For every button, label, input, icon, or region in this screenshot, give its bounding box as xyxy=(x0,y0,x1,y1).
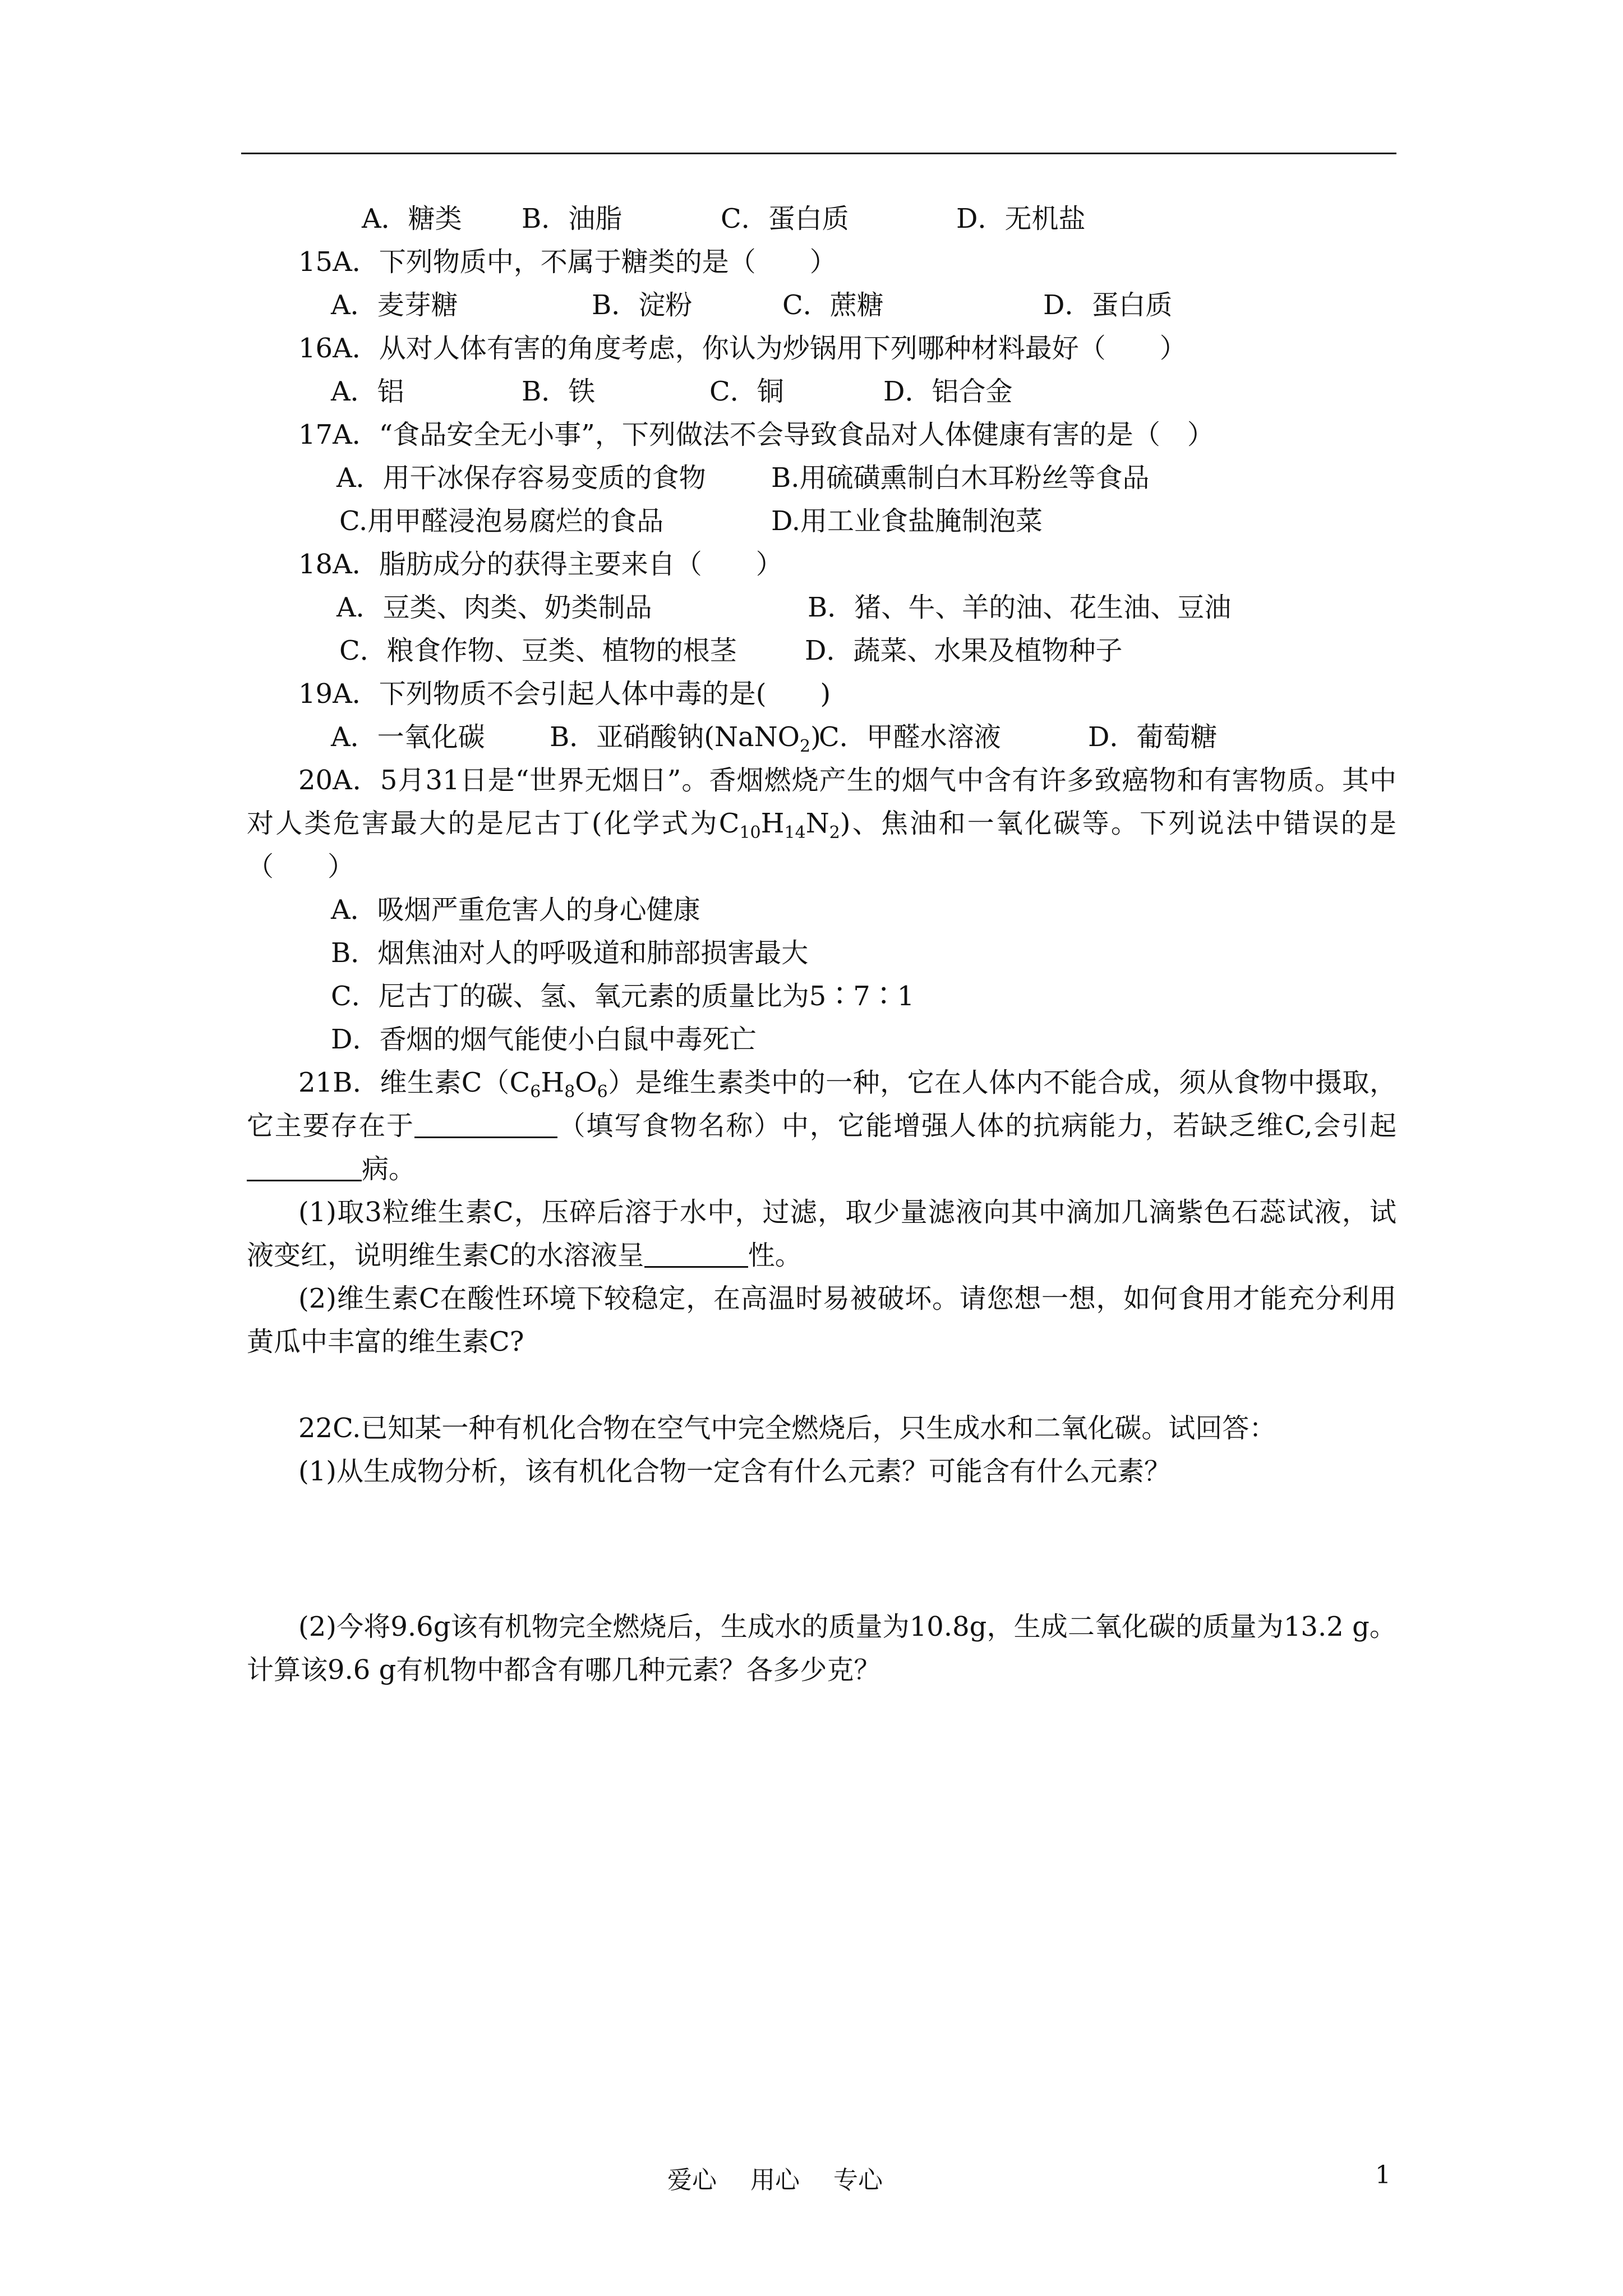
q17-stem: 17A．“食品安全无小事”，下列做法不会导致食品对人体健康有害的是（ ） xyxy=(298,419,1214,450)
q22-stem: 22C.已知某一种有机化合物在空气中完全燃烧后，只生成水和二氧化碳。试回答： xyxy=(298,1412,1276,1444)
q17-option-b: B.用硫磺熏制白木耳粉丝等食品 xyxy=(771,462,1150,494)
q21-nature-blank[interactable] xyxy=(644,1237,748,1268)
q14-option-a: A．糖类 xyxy=(362,203,462,234)
q21-stem: 21B．维生素$C(C_6H_8O_6)$是维生素类中的一种，它在人体内不能合成，须从食物中摄取，它主要存在于 （填写食物名称）中，它能增强人体的抗病能力，若缺乏维C,会引起病。 xyxy=(247,1067,1396,1185)
q20-stem: 20A．5月31日是“世界无烟日”。香烟燃烧产生的烟气中含有许多致癌物和有害物质。其中对人类危害最大的是尼古丁(化学式为$C_{10}H_{14}N_2$)、焦油和一氧化碳等。下列说法中错误的是（ ） xyxy=(247,765,1396,882)
q22-part1: (1)从生成物分析，该有机化合物一定含有什么元素？可能含有什么元素？ xyxy=(298,1456,1171,1487)
q21-part1: (1)取3粒维生素C，压碎后溶于水中，过滤，取少量滤液向其中滴加几滴紫色石蕊试液，试液变红，说明维生素C的水溶液呈 性。 xyxy=(247,1197,1396,1271)
q15-option-b: B．淀粉 xyxy=(592,289,693,321)
q19-option-d: D．葡萄糖 xyxy=(1088,721,1218,753)
q15-options xyxy=(247,284,1396,327)
q17-option-c: C.用甲醛浸泡易腐烂的食品 xyxy=(339,505,664,537)
q19-option-a: A．一氧化碳 xyxy=(331,721,485,753)
header-rule xyxy=(241,153,1396,154)
q18-option-d: D．蔬菜、水果及植物种子 xyxy=(805,635,1123,666)
q16-options xyxy=(247,370,1396,413)
q16-option-a: A．铝 xyxy=(331,376,404,407)
footer-item: 专心 xyxy=(833,2166,883,2194)
q22-part2: (2)今将9.6g该有机物完全燃烧后，生成水的质量为10.8g，生成二氧化碳的质量为13.2 g。计算该9.6 g有机物中都含有哪几种元素？各多少克？ xyxy=(247,1611,1396,1686)
q19-stem: 19A．下列物质不会引起人体中毒的是( ) xyxy=(298,678,831,710)
q21-disease-blank[interactable] xyxy=(247,1151,362,1181)
q18-options-ab xyxy=(247,586,1396,629)
q18-option-b: B．猪、牛、羊的油、花生油、豆油 xyxy=(808,592,1232,623)
q19-option-b: B．亚硝酸钠(NaNO$_2$) xyxy=(550,721,821,756)
q14-options xyxy=(247,197,1396,241)
page-number: 1 xyxy=(1375,2161,1391,2189)
q16-stem: 16A．从对人体有害的角度考虑，你认为炒锅用下列哪种材料最好（ ） xyxy=(298,333,1187,364)
q20-option-a: A．吸烟严重危害人的身心健康 xyxy=(331,894,700,926)
q18-option-c: C．粮食作物、豆类、植物的根茎 xyxy=(339,635,737,666)
q15-option-d: D．蛋白质 xyxy=(1043,289,1173,321)
footer-item: 爱心 xyxy=(667,2166,717,2194)
q18-options-cd xyxy=(247,629,1396,673)
q16-option-c: C．铜 xyxy=(709,376,784,407)
q21-food-blank[interactable] xyxy=(414,1107,557,1138)
q18-option-a: A．豆类、肉类、奶类制品 xyxy=(336,592,652,623)
q17-options-cd xyxy=(247,500,1396,543)
q16-option-d: D．铝合金 xyxy=(883,376,1013,407)
q17-options-ab xyxy=(247,457,1396,500)
footer-motto xyxy=(667,2160,916,2196)
q17-option-a: A．用干冰保存容易变质的食物 xyxy=(336,462,706,494)
q14-option-c: C．蛋白质 xyxy=(721,203,849,234)
q20-option-c: C．尼古丁的碳、氢、氧元素的质量比为5∶7∶1 xyxy=(331,981,915,1012)
q14-option-b: B．油脂 xyxy=(522,203,623,234)
q21-part2: (2)维生素C在酸性环境下较稳定，在高温时易被破坏。请您想一想，如何食用才能充分利用黄瓜中丰富的维生素C? xyxy=(247,1283,1396,1358)
q15-option-a: A．麦芽糖 xyxy=(331,289,458,321)
q19-options xyxy=(247,716,1396,759)
footer-item: 用心 xyxy=(750,2166,800,2194)
q16-option-b: B．铁 xyxy=(522,376,596,407)
q15-option-c: C．蔗糖 xyxy=(782,289,884,321)
q19-option-c: C．甲醛水溶液 xyxy=(819,721,1001,753)
q15-stem: 15A．下列物质中，不属于糖类的是（ ） xyxy=(298,246,837,278)
document-body xyxy=(247,197,1396,1692)
q18-stem: 18A．脂肪成分的获得主要来自（ ） xyxy=(298,549,783,580)
q17-option-d: D.用工业食盐腌制泡菜 xyxy=(771,505,1043,537)
q20-option-d: D．香烟的烟气能使小白鼠中毒死亡 xyxy=(331,1024,757,1055)
q20-option-b: B．烟焦油对人的呼吸道和肺部损害最大 xyxy=(331,937,809,969)
q14-option-d: D．无机盐 xyxy=(956,203,1086,234)
